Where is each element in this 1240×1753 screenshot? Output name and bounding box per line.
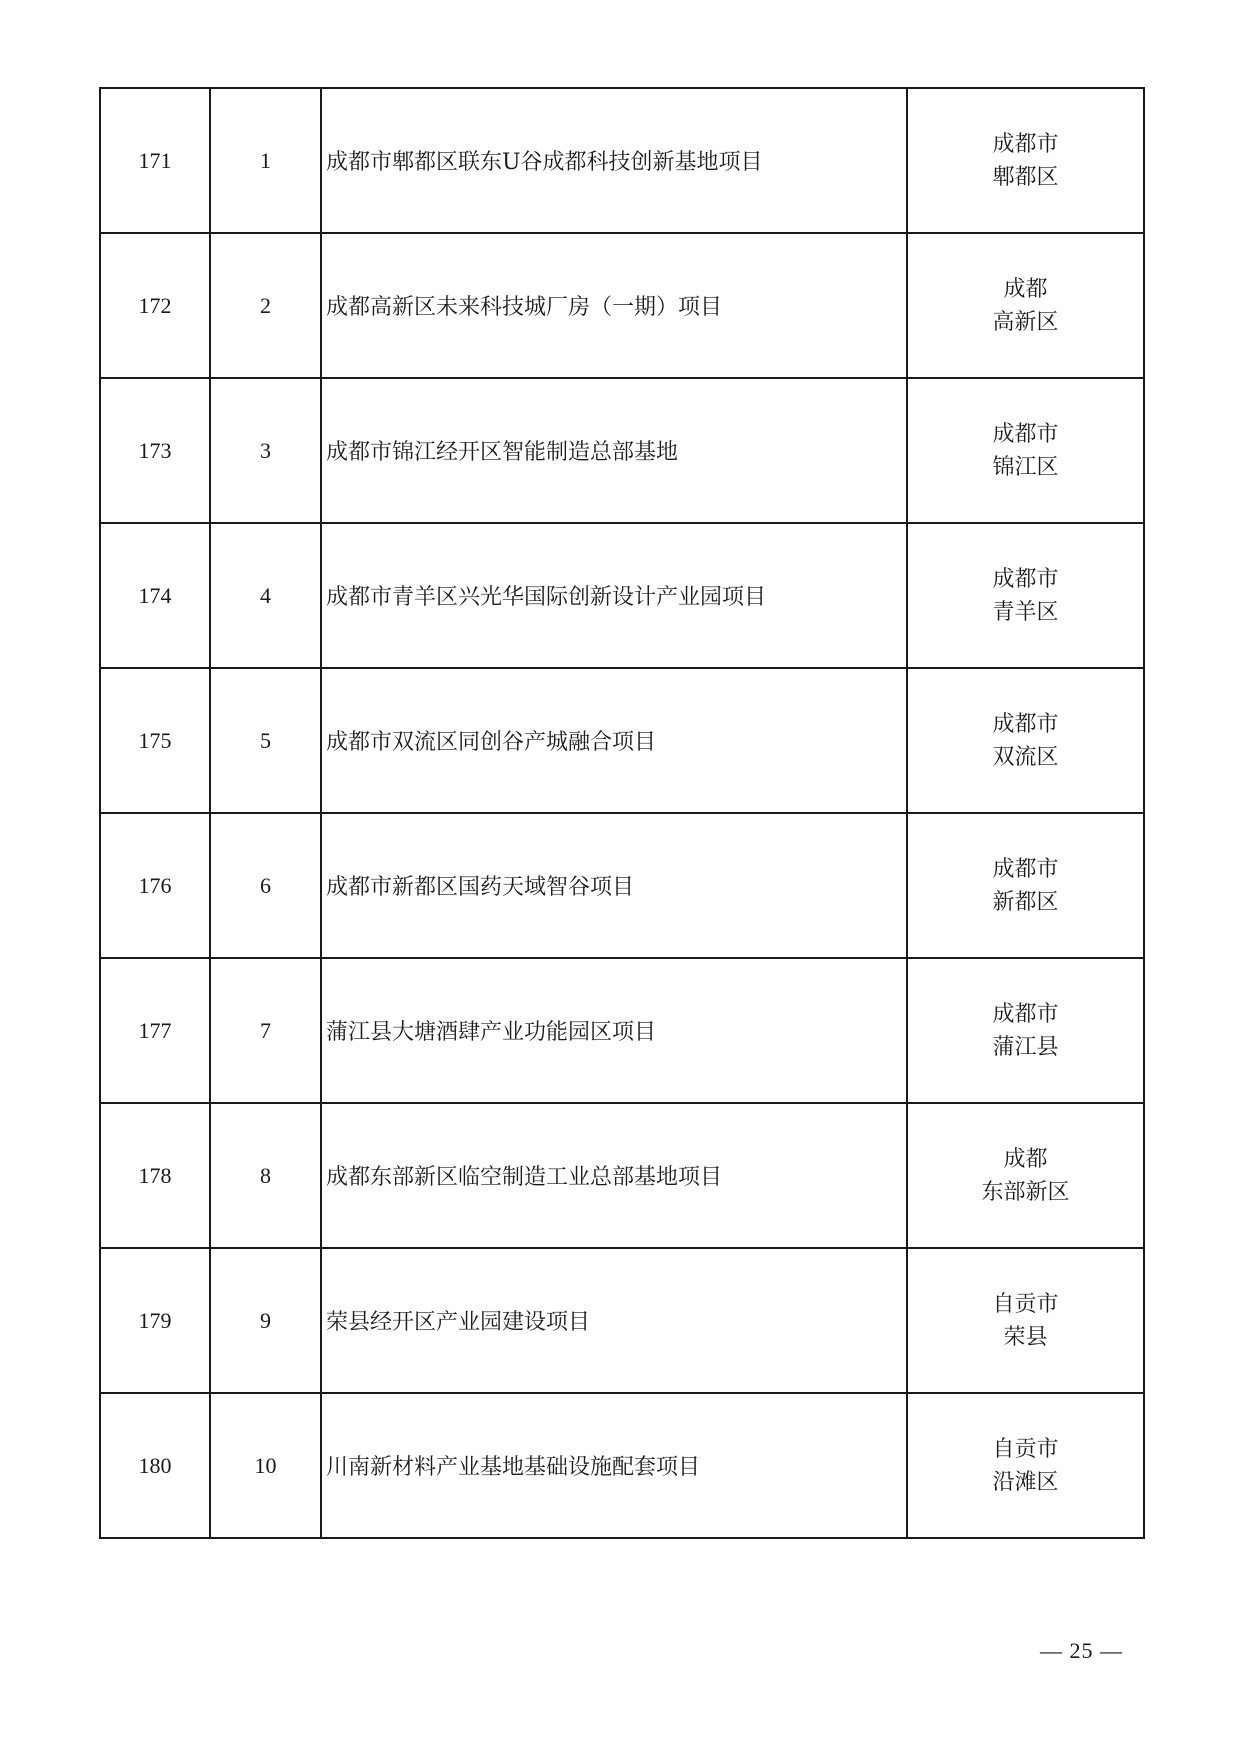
location-district: 锦江区 bbox=[992, 454, 1059, 480]
location-city: 成都 bbox=[1003, 1146, 1048, 1172]
row-sequence-number: 174 bbox=[100, 523, 210, 668]
location-city: 成都市 bbox=[992, 566, 1059, 592]
location-city: 自贡市 bbox=[992, 1291, 1059, 1317]
table-row bbox=[100, 668, 1144, 813]
location-city: 成都市 bbox=[992, 131, 1059, 157]
project-location bbox=[907, 1103, 1144, 1248]
location-city: 成都 bbox=[1003, 276, 1048, 302]
project-location bbox=[907, 88, 1144, 233]
project-name: 蒲江县大塘酒肆产业功能园区项目 bbox=[321, 958, 907, 1103]
table-row bbox=[100, 1248, 1144, 1393]
location-city: 自贡市 bbox=[992, 1436, 1059, 1462]
row-group-number: 10 bbox=[210, 1393, 321, 1538]
table-row bbox=[100, 523, 1144, 668]
project-name: 成都市青羊区兴光华国际创新设计产业园项目 bbox=[321, 523, 907, 668]
table-row bbox=[100, 1393, 1144, 1538]
location-district: 东部新区 bbox=[981, 1179, 1070, 1205]
page-number: — 25 — bbox=[1040, 1638, 1123, 1663]
project-location bbox=[907, 1393, 1144, 1538]
project-location bbox=[907, 1248, 1144, 1393]
project-name: 荣县经开区产业园建设项目 bbox=[321, 1248, 907, 1393]
row-group-number: 6 bbox=[210, 813, 321, 958]
row-sequence-number: 176 bbox=[100, 813, 210, 958]
row-group-number: 4 bbox=[210, 523, 321, 668]
project-location bbox=[907, 523, 1144, 668]
row-group-number: 8 bbox=[210, 1103, 321, 1248]
row-group-number: 7 bbox=[210, 958, 321, 1103]
table-row bbox=[100, 958, 1144, 1103]
location-district: 荣县 bbox=[1003, 1324, 1048, 1350]
row-group-number: 3 bbox=[210, 378, 321, 523]
project-location bbox=[907, 813, 1144, 958]
location-city: 成都市 bbox=[992, 1001, 1059, 1027]
location-city: 成都市 bbox=[992, 711, 1059, 737]
row-group-number: 9 bbox=[210, 1248, 321, 1393]
row-sequence-number: 179 bbox=[100, 1248, 210, 1393]
table-row bbox=[100, 1103, 1144, 1248]
table-row bbox=[100, 378, 1144, 523]
row-group-number: 2 bbox=[210, 233, 321, 378]
table-row bbox=[100, 233, 1144, 378]
project-location bbox=[907, 233, 1144, 378]
project-location bbox=[907, 668, 1144, 813]
project-name: 成都市双流区同创谷产城融合项目 bbox=[321, 668, 907, 813]
project-table bbox=[99, 87, 1145, 1539]
project-name: 成都高新区未来科技城厂房（一期）项目 bbox=[321, 233, 907, 378]
location-city: 成都市 bbox=[992, 421, 1059, 447]
row-group-number: 5 bbox=[210, 668, 321, 813]
location-district: 郫都区 bbox=[992, 164, 1059, 190]
project-name: 成都市新都区国药天域智谷项目 bbox=[321, 813, 907, 958]
location-district: 双流区 bbox=[992, 744, 1059, 770]
project-name: 川南新材料产业基地基础设施配套项目 bbox=[321, 1393, 907, 1538]
row-sequence-number: 173 bbox=[100, 378, 210, 523]
project-name: 成都市锦江经开区智能制造总部基地 bbox=[321, 378, 907, 523]
location-district: 沿滩区 bbox=[992, 1469, 1059, 1495]
location-city: 成都市 bbox=[992, 856, 1059, 882]
location-district: 高新区 bbox=[992, 309, 1059, 335]
project-name: 成都市郫都区联东U谷成都科技创新基地项目 bbox=[321, 88, 907, 233]
location-district: 蒲江县 bbox=[992, 1034, 1059, 1060]
table-row bbox=[100, 88, 1144, 233]
row-sequence-number: 178 bbox=[100, 1103, 210, 1248]
row-sequence-number: 175 bbox=[100, 668, 210, 813]
project-name: 成都东部新区临空制造工业总部基地项目 bbox=[321, 1103, 907, 1248]
row-sequence-number: 171 bbox=[100, 88, 210, 233]
location-district: 青羊区 bbox=[992, 599, 1059, 625]
row-sequence-number: 177 bbox=[100, 958, 210, 1103]
row-group-number: 1 bbox=[210, 88, 321, 233]
table-row bbox=[100, 813, 1144, 958]
row-sequence-number: 180 bbox=[100, 1393, 210, 1538]
project-location bbox=[907, 378, 1144, 523]
row-sequence-number: 172 bbox=[100, 233, 210, 378]
location-district: 新都区 bbox=[992, 889, 1059, 915]
project-location bbox=[907, 958, 1144, 1103]
